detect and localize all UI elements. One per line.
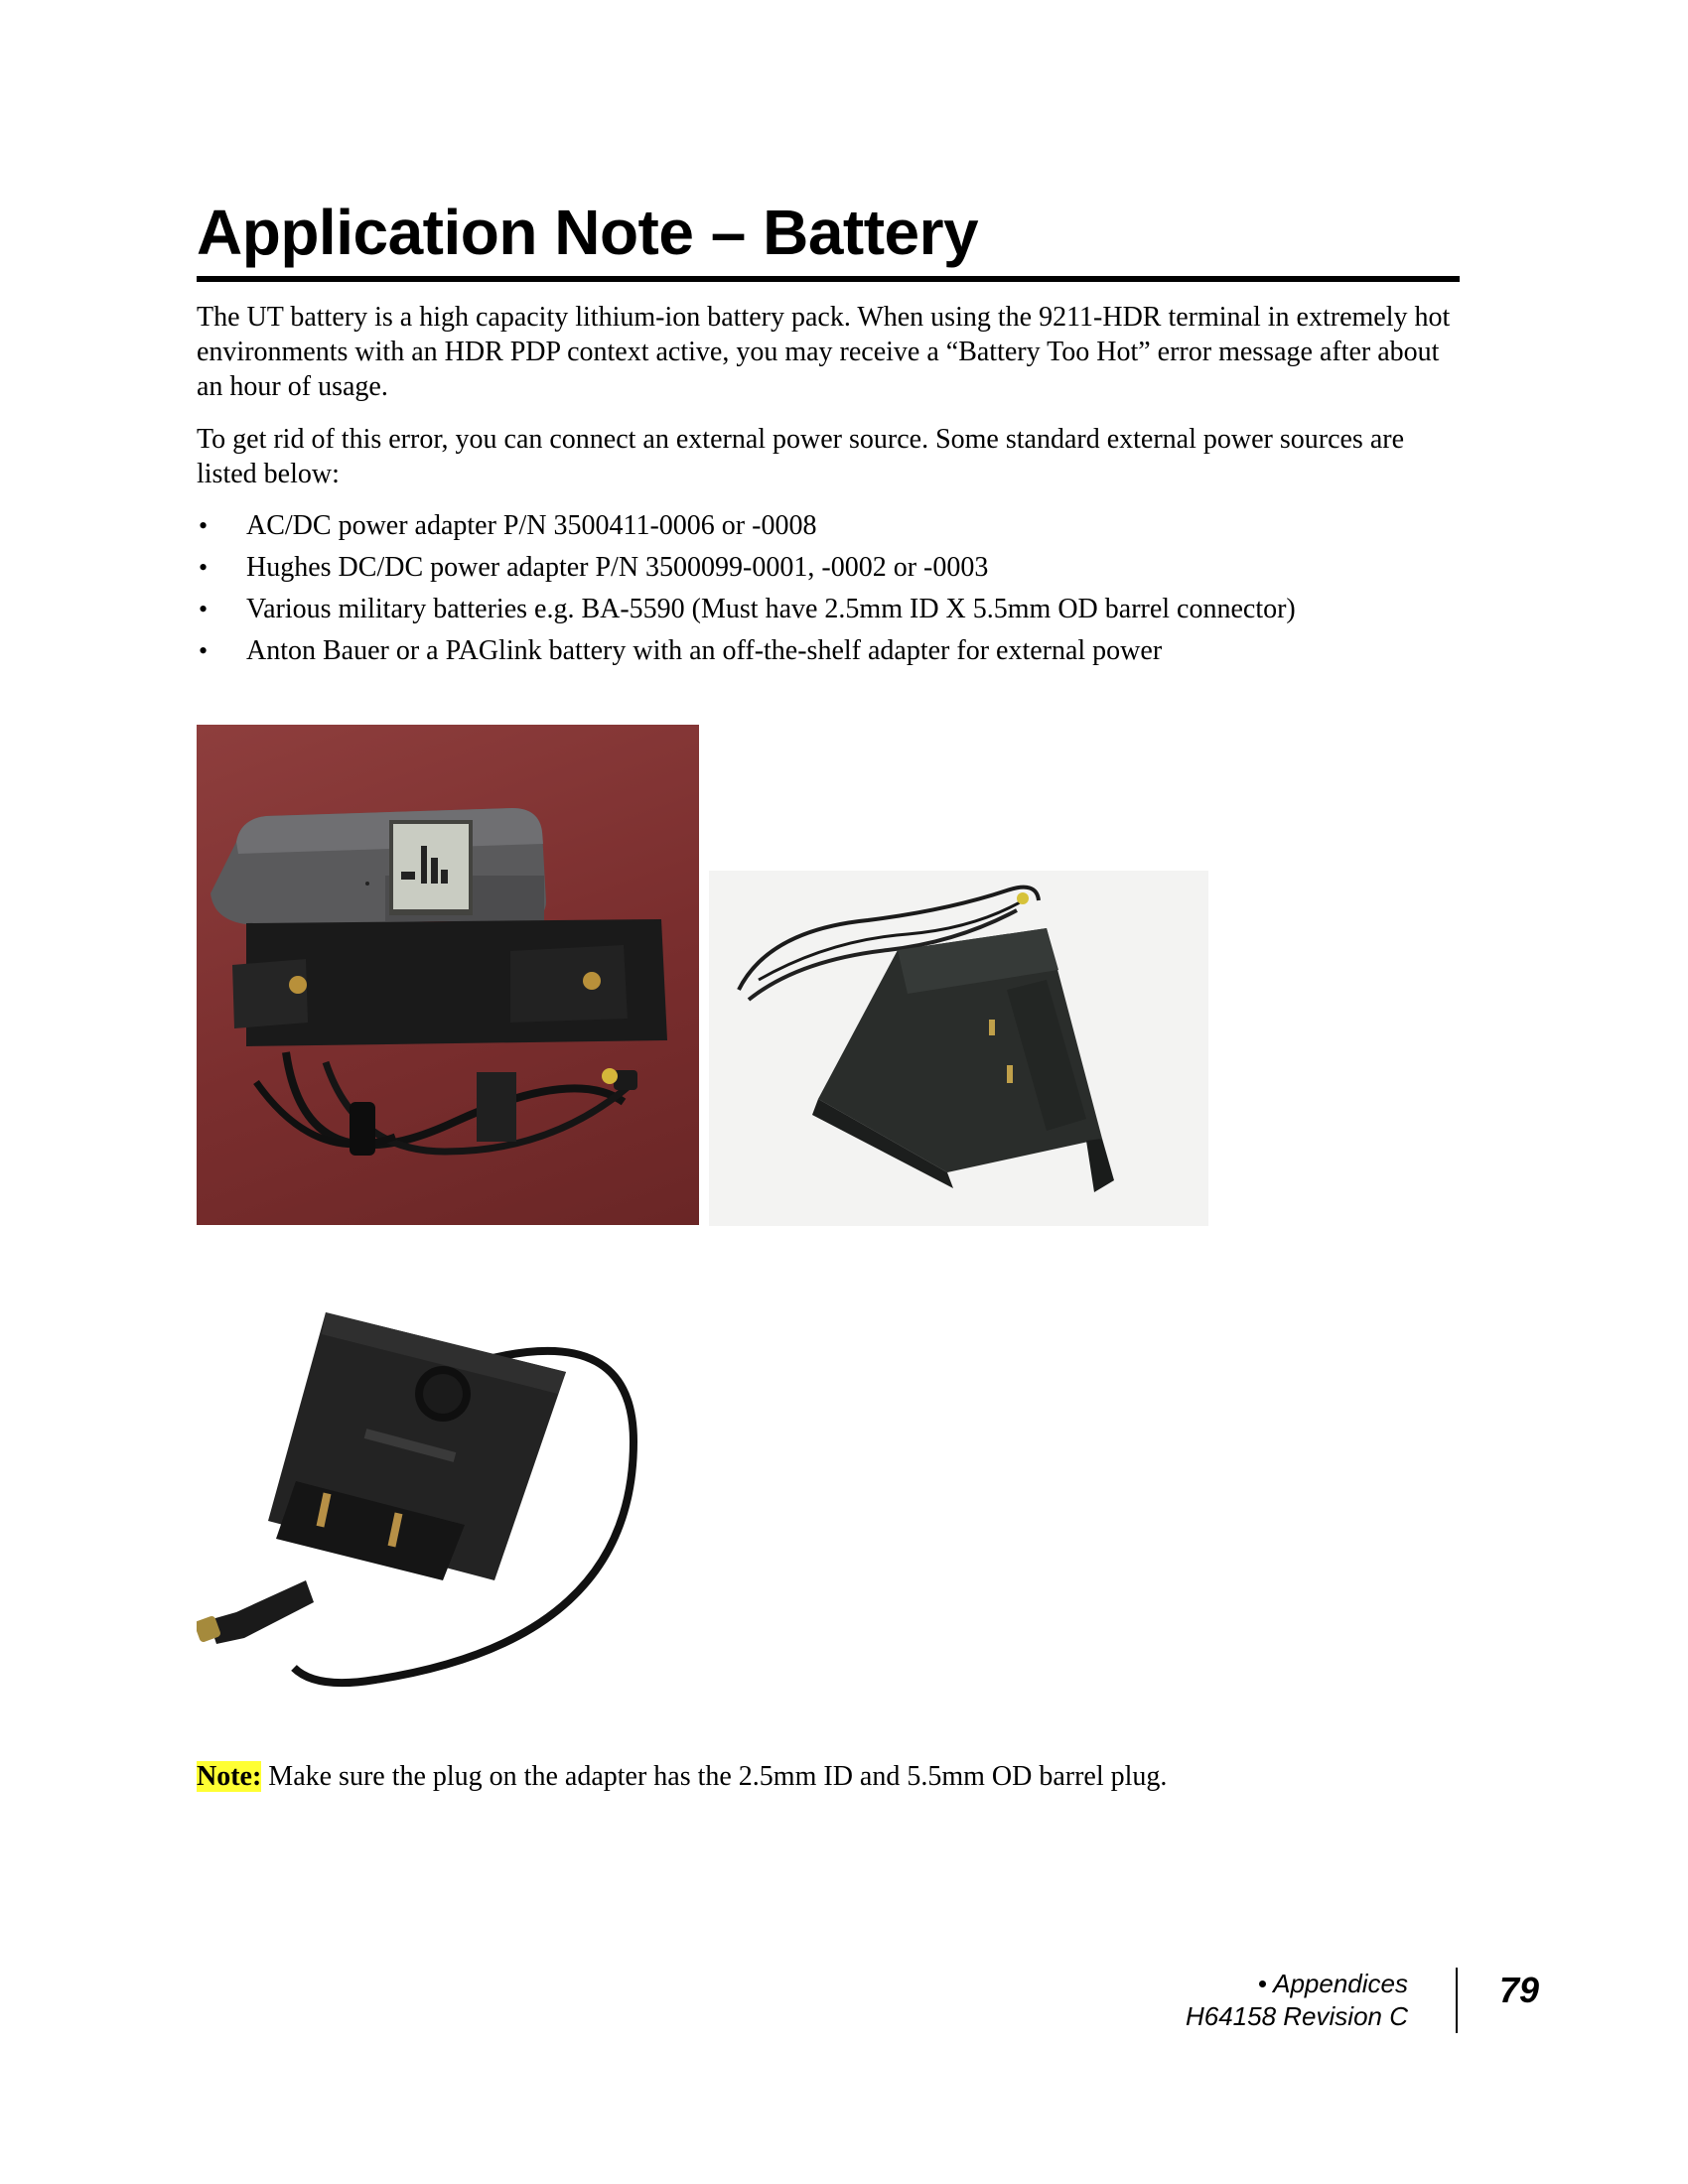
ut-battery-photo <box>197 725 699 1225</box>
note-text: Make sure the plug on the adapter has the 2.5mm ID and 5.5mm OD barrel plug. <box>268 1761 1168 1792</box>
page-number: 79 <box>1499 1970 1540 2010</box>
adapter-plate-photo <box>709 871 1208 1226</box>
footer-section-name: • Appendices <box>1257 1969 1408 1998</box>
bullet-icon: • <box>199 511 209 540</box>
battery-with-adapter-image <box>197 725 699 1225</box>
page-title: Application Note – Battery <box>197 197 979 268</box>
intro-paragraph: The UT battery is a high capacity lithium-ion battery pack. When using the 9211-HDR terminal in extremely hot environments with an HDR PDP context active, you may receive a “Battery Too Hot” error message after about an hour of usage. <box>197 302 1451 402</box>
list-item <box>197 633 1296 675</box>
footer-section-info <box>1186 1968 1408 2033</box>
list-item <box>197 592 1296 633</box>
bullet-icon: • <box>199 553 209 582</box>
paglink-adapter-image <box>197 1283 693 1709</box>
list-item <box>197 508 1296 550</box>
paglink-adapter-photo <box>197 1283 693 1709</box>
adapter-plate-image <box>709 871 1208 1226</box>
title-underline <box>197 276 1460 282</box>
bullet-icon: • <box>199 636 209 665</box>
list-item-text: AC/DC power adapter P/N 3500411-0006 or -0008 <box>246 510 817 541</box>
footer-divider <box>1456 1968 1458 2033</box>
bullet-icon: • <box>199 595 209 623</box>
power-source-paragraph: To get rid of this error, you can connect an external power source. Some standard external power sources are listed below: <box>197 424 1405 489</box>
list-item-text: Hughes DC/DC power adapter P/N 3500099-0001, -0002 or -0003 <box>246 552 989 583</box>
list-item <box>197 550 1296 592</box>
list-item-text: Anton Bauer or a PAGlink battery with an off-the-shelf adapter for external power <box>246 635 1163 666</box>
note-label: Note: <box>197 1761 262 1792</box>
power-source-list <box>197 508 1296 675</box>
footer-document-id: H64158 Revision C <box>1185 2001 1408 2031</box>
list-item-text: Various military batteries e.g. BA-5590 (Must have 2.5mm ID X 5.5mm OD barrel connector) <box>246 594 1296 624</box>
note <box>197 1759 1167 1794</box>
